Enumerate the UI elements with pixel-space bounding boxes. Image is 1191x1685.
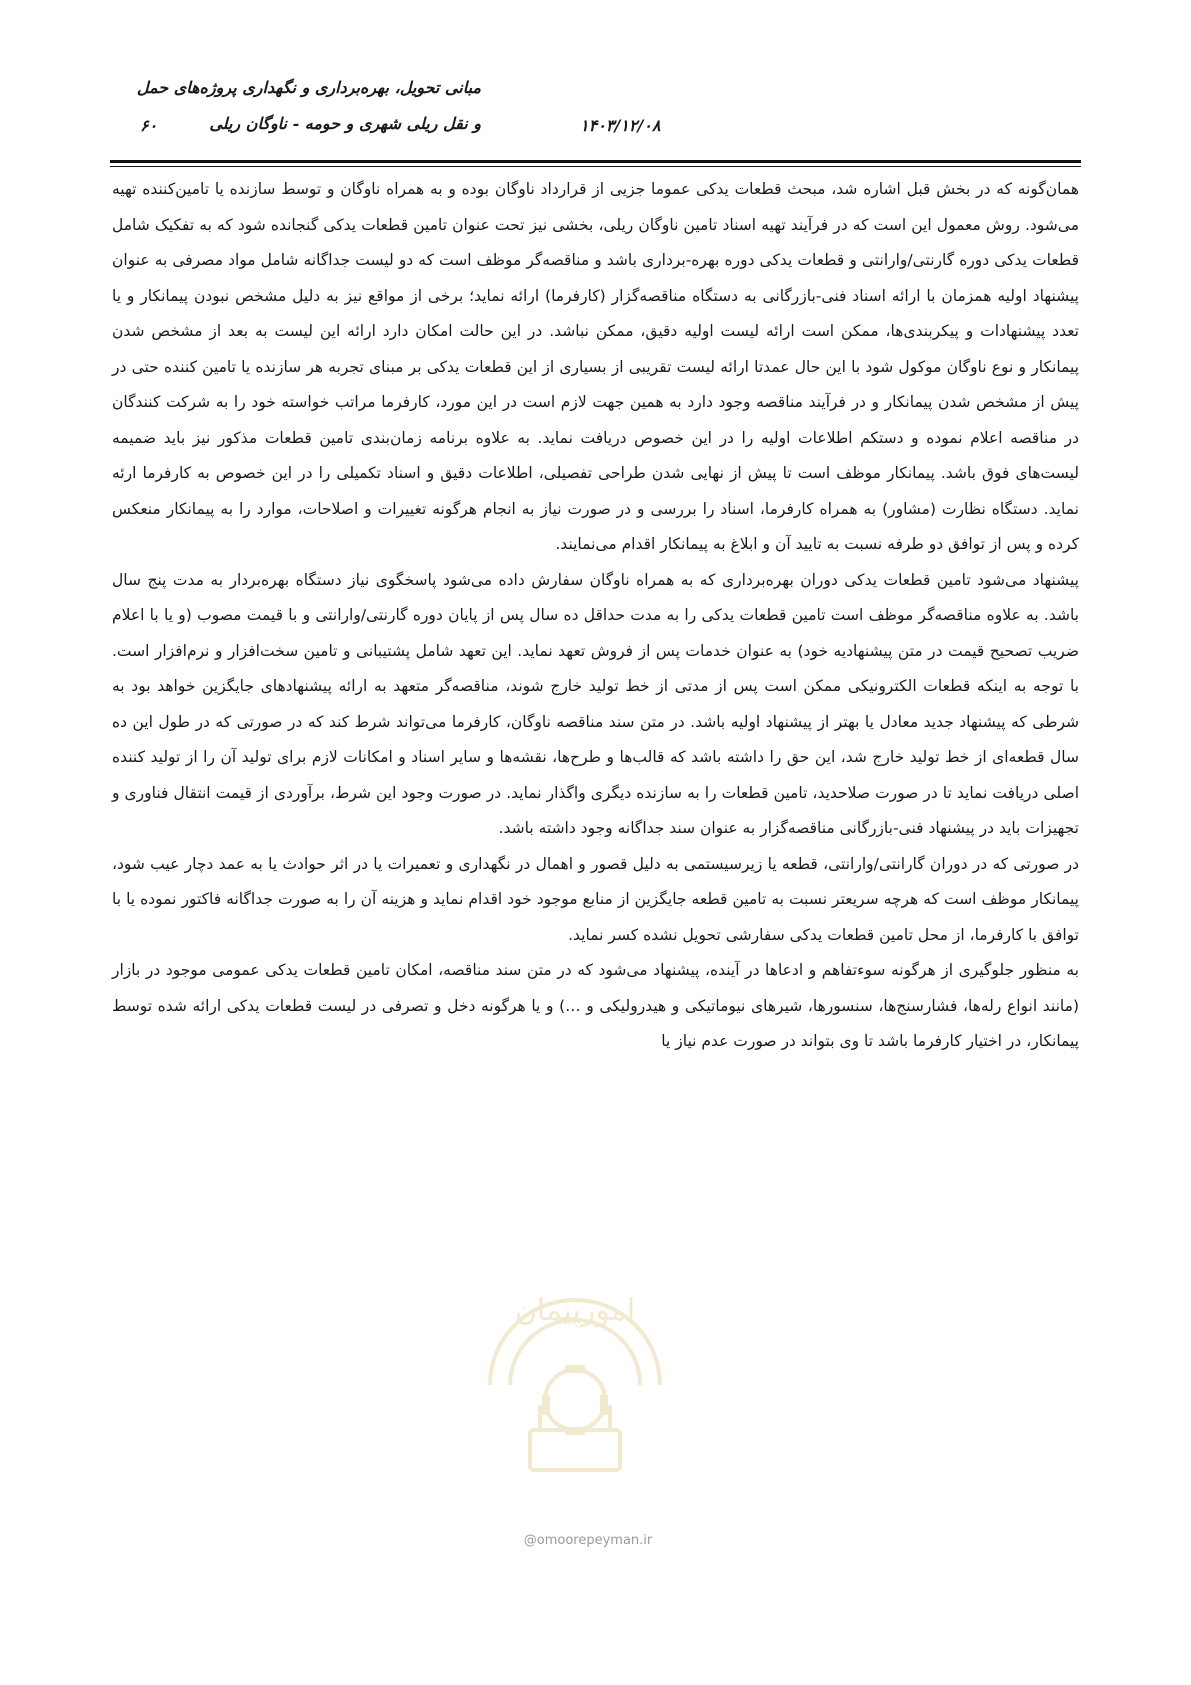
watermark-logo-icon	[470, 1225, 680, 1495]
header-rule-thick	[110, 160, 1081, 163]
book-title-line1: مبانی تحویل، بهره‌برداری و نگهداری پروژه‌های حمل	[136, 78, 481, 97]
book-title-line2: و نقل ریلی شهری و حومه - ناوگان ریلی	[209, 114, 481, 133]
page-number: ۶۰	[140, 116, 158, 135]
paragraph-2: پیشنهاد می‌شود تامین قطعات یدکی دوران بهره‌برداری که به همراه ناوگان سفارش داده می‌شود پاسخگوی نیاز دستگاه بهره‌بردار به مدت پنج سال باشد. به علاوه مناقصه‌گر موظف است تامین قطعات یدکی را به مدت حداقل ده سال پس از پایان دوره گارنتی/وارانتی و با قیمت مصوب (و یا با اعلام ضریب تصحیح قیمت در متن پیشنهادیه خود) به عنوان خدمات پس از فروش تعهد نماید. این تعهد شامل پشتیبانی و تامین سخت‌افزار و نرم‌افزار است. با توجه به اینکه قطعات الکترونیکی ممکن است پس از مدتی از خط تولید خارج شوند، مناقصه‌گر متعهد به ارائه پیشنهادهای جایگزین خواهد بود به شرطی که پیشنهاد جدید معادل یا بهتر از پیشنهاد اولیه باشد. در متن سند مناقصه ناوگان، کارفرما می‌تواند شرط کند که در صورتی که در طول این ده سال قطعه‌ای از خط تولید خارج شد، این حق را داشته باشد که قالب‌ها و طرح‌ها، نقشه‌ها و سایر اسناد و امکانات لازم برای تولید آن را از تولید کننده اصلی دریافت نماید تا در صورت صلاحدید، تامین قطعات را به سازنده دیگری واگذار نماید. در صورت وجود این شرط، برآوردی از قیمت انتقال فناوری و تجهیزات باید در پیشنهاد فنی-بازرگانی مناقصه‌گزار به عنوان سند جداگانه وجود داشته باشد.	[112, 570, 1079, 837]
watermark-url: @omoorepeyman.ir	[523, 1533, 653, 1548]
page-header	[110, 60, 1081, 160]
header-date: ۱۴۰۳/۱۲/۰۸	[580, 116, 661, 135]
paragraph-1: همان‌گونه که در بخش قبل اشاره شد، مبحث قطعات یدکی عموما جزیی از قرارداد ناوگان بوده و به همراه ناوگان و توسط سازنده یا تامین‌کننده تهیه می‌شود. روش معمول این است که در فرآیند تهیه اسناد تامین ناوگان ریلی، بخشی نیز تحت عنوان تامین قطعات یدکی گنجانده شود که به تفکیک شامل قطعات یدکی دوره گارنتی/وارانتی و قطعات یدکی دوره بهره-برداری باشد و مناقصه‌گر موظف است که دو لیست جداگانه شامل مواد مصرفی به عنوان پیشنهاد اولیه همزمان با ارائه اسناد فنی-بازرگانی به دستگاه مناقصه‌گزار (کارفرما) ارائه نماید؛ برخی از مواقع نیز به دلیل مشخص نبودن پیمانکار و یا تعدد پیشنهادات و پیکربندی‌ها، ممکن است ارائه لیست اولیه دقیق، ممکن نباشد. در این حالت امکان دارد ارائه این لیست به بعد از مشخص شدن پیمانکار و نوع ناوگان موکول شود با این حال عمدتا ارائه لیست تقریبی از بسیاری از این قطعات یدکی بر مبنای تجربه هر سازنده یا تامین کننده حتی در پیش از مشخص شدن پیمانکار و در فرآیند مناقصه وجود دارد به همین جهت لازم است در این مورد، کارفرما مراتب خواسته خود را به شرکت کنندگان در مناقصه اعلام نموده و دستکم اطلاعات اولیه را در این خصوص دریافت نماید. به علاوه برنامه زمان‌بندی تامین قطعات مذکور نیز باید ضمیمه لیست‌های فوق باشد. پیمانکار موظف است تا پیش از نهایی شدن طراحی تفصیلی، اطلاعات دقیق و اسناد تکمیلی را در این خصوص به کارفرما ارئه نماید. دستگاه نظارت (مشاور) به همراه کارفرما، اسناد را بررسی و در صورت نیاز به انجام هرگونه تغییرات و اصلاحات، موارد را به پیمانکار منعکس کرده و پس از توافق دو طرفه نسبت به تایید آن و ابلاغ به پیمانکار اقدام می‌نمایند.	[112, 180, 1079, 553]
watermark-logo-text: امورپیمان	[514, 1293, 636, 1328]
paragraph-3: در صورتی که در دوران گارانتی/وارانتی، قطعه یا زیرسیستمی به دلیل قصور و اهمال در نگهداری و تعمیرات یا در اثر حوادث یا به عمد دچار عیب شود، پیمانکار موظف است که هرچه سریعتر نسبت به تامین قطعه جایگزین از منابع موجود خود اقدام نماید و هزینه آن را به صورت جداگانه فاکتور نموده یا با توافق با کارفرما، از محل تامین قطعات یدکی سفارشی تحویل نشده کسر نماید.	[112, 854, 1079, 944]
paragraph-4: به منظور جلوگیری از هرگونه سوءتفاهم و ادعاها در آینده، پیشنهاد می‌شود که در متن سند مناقصه، امکان تامین قطعات یدکی عمومی موجود در بازار (مانند انواع رله‌ها، فشارسنج‌ها، سنسورها، شیرهای نیوماتیکی و هیدرولیکی و …) و یا هرگونه دخل و تصرفی در لیست قطعات یدکی ارائه شده توسط پیمانکار، در اختیار کارفرما باشد تا وی بتواند در صورت عدم نیاز یا	[112, 961, 1079, 1050]
body-text	[112, 172, 1079, 1060]
header-rule-thin	[110, 166, 1081, 167]
